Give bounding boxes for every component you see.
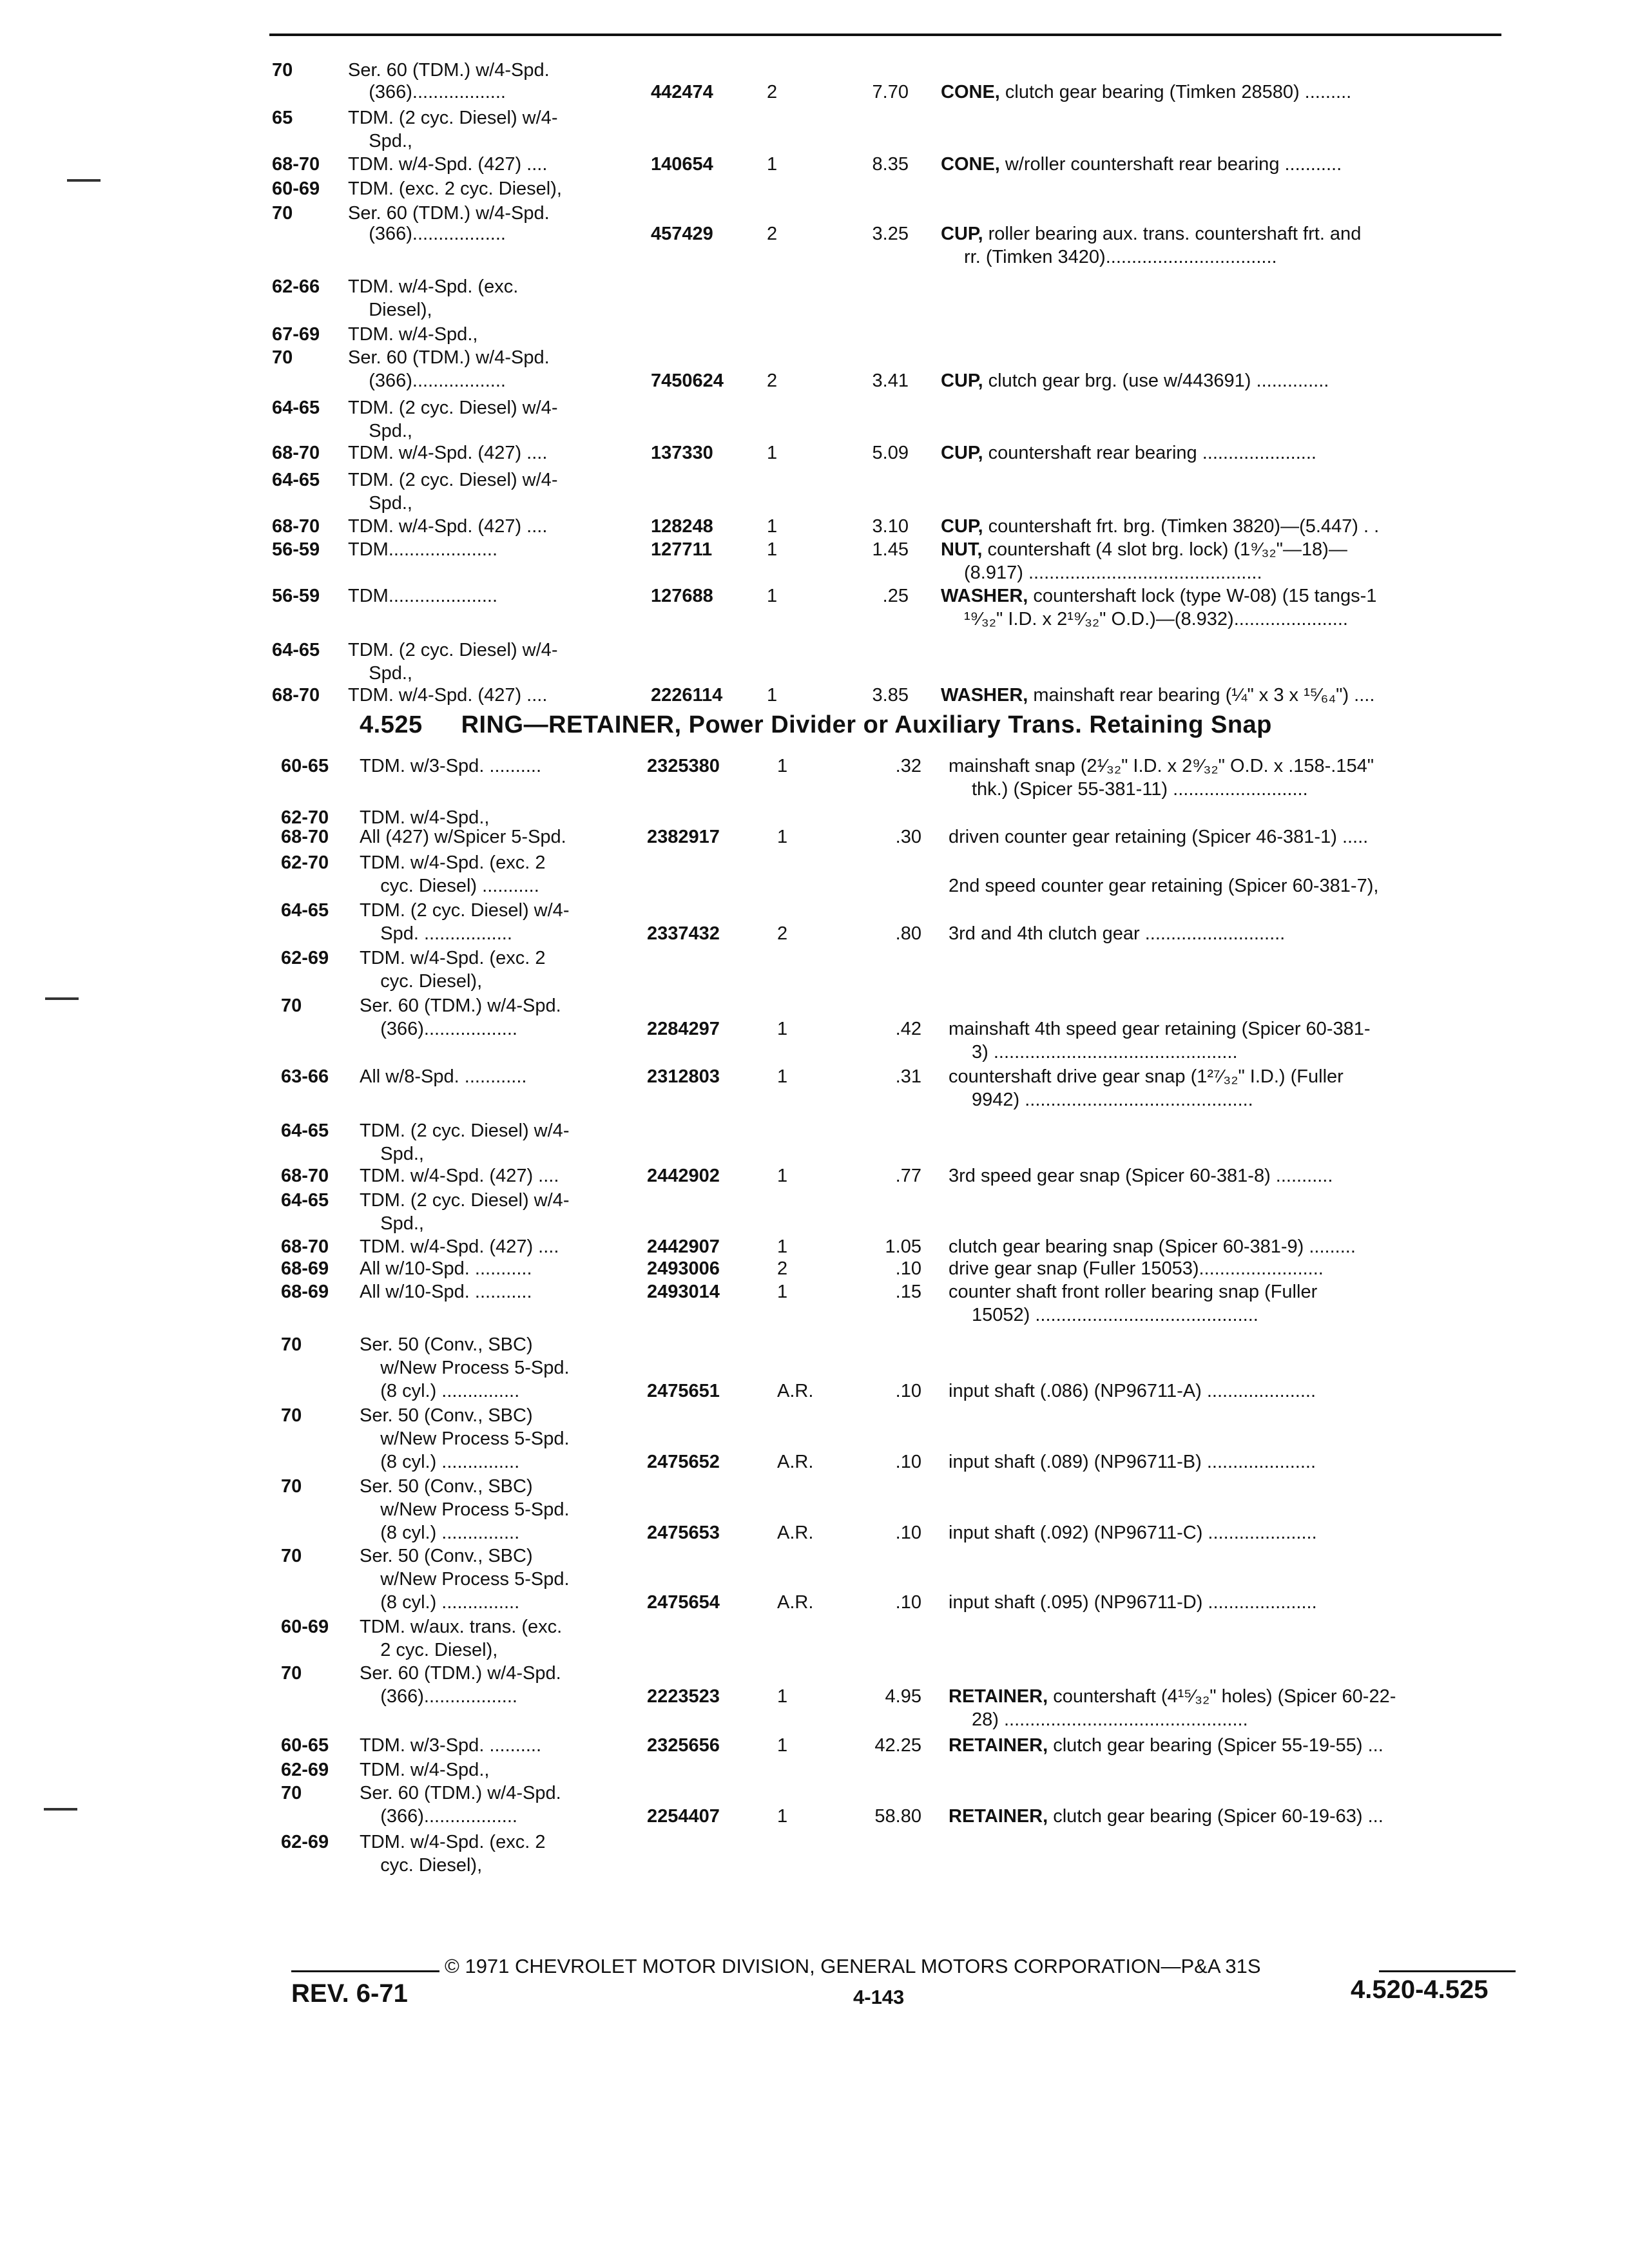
model-years: 64-65 bbox=[281, 1120, 329, 1141]
part-number: 2325380 bbox=[647, 756, 720, 776]
part-number: 127711 bbox=[651, 539, 713, 560]
part-description-text: w/roller countershaft rear bearing ........... bbox=[999, 154, 1342, 175]
part-description-text: countershaft (4 slot brg. lock) (1⁹⁄₃₂"—18)— bbox=[982, 539, 1347, 560]
application: (8 cyl.) ............... bbox=[360, 1452, 520, 1472]
application: TDM. (2 cyc. Diesel) w/4- bbox=[360, 1190, 570, 1211]
list-price: 1.45 bbox=[872, 539, 909, 560]
list-price: .10 bbox=[895, 1381, 921, 1401]
part-name: CONE, bbox=[941, 82, 1000, 102]
model-years: 70 bbox=[272, 60, 293, 81]
top-rule bbox=[269, 34, 1501, 36]
part-description bbox=[949, 1521, 1516, 1545]
application: (366).................. bbox=[360, 1686, 517, 1707]
list-price: .25 bbox=[882, 586, 909, 606]
footer-revision: REV. 6-71 bbox=[291, 1979, 408, 2008]
part-name: CONE, bbox=[941, 154, 1000, 175]
part-description-text: 3rd speed gear snap (Spicer 60-381-8) ........... bbox=[949, 1166, 1333, 1186]
model-years: 60-69 bbox=[281, 1617, 329, 1637]
part-description-continued: 28) ............................................... bbox=[972, 1709, 1248, 1730]
part-number: 2325656 bbox=[647, 1735, 720, 1756]
part-description-text: mainshaft rear bearing (¼" x 3 x ¹⁵⁄₆₄") .... bbox=[1028, 685, 1375, 706]
model-years: 64-65 bbox=[281, 1190, 329, 1211]
model-years: 60-65 bbox=[281, 756, 329, 776]
part-description bbox=[941, 537, 1508, 562]
part-description bbox=[949, 1017, 1516, 1041]
application: TDM. w/4-Spd. (427) .... bbox=[348, 154, 548, 175]
quantity: A.R. bbox=[777, 1381, 814, 1401]
margin-mark bbox=[45, 997, 79, 1000]
model-years: 68-70 bbox=[281, 1166, 329, 1186]
application: (8 cyl.) ............... bbox=[360, 1592, 520, 1613]
application: All w/10-Spd. ........... bbox=[360, 1258, 532, 1279]
application: (8 cyl.) ............... bbox=[360, 1381, 520, 1401]
model-years: 60-69 bbox=[272, 178, 320, 199]
model-years: 68-70 bbox=[272, 685, 320, 706]
model-years: 62-69 bbox=[281, 1832, 329, 1852]
quantity: 1 bbox=[777, 1166, 788, 1186]
application: TDM. w/4-Spd. (exc. bbox=[348, 276, 519, 297]
part-number: 2475653 bbox=[647, 1523, 720, 1543]
quantity: 1 bbox=[777, 827, 788, 847]
part-description bbox=[949, 921, 1516, 946]
model-years: 70 bbox=[281, 1476, 302, 1497]
part-number: 140654 bbox=[651, 154, 713, 175]
part-description bbox=[941, 222, 1508, 246]
application: TDM. w/4-Spd. (427) .... bbox=[348, 516, 548, 537]
model-years: 65 bbox=[272, 108, 293, 128]
quantity: 1 bbox=[777, 1735, 788, 1756]
part-description-continued: 3) ............................................... bbox=[972, 1042, 1238, 1062]
part-name: WASHER, bbox=[941, 586, 1028, 606]
application: (366).................. bbox=[348, 370, 506, 391]
part-number: 2442902 bbox=[647, 1166, 720, 1186]
part-number: 2223523 bbox=[647, 1686, 720, 1707]
margin-mark bbox=[67, 179, 101, 182]
list-price: .10 bbox=[895, 1452, 921, 1472]
part-description bbox=[949, 1590, 1516, 1615]
application: TDM. (2 cyc. Diesel) w/4- bbox=[348, 470, 558, 490]
application: Ser. 60 (TDM.) w/4-Spd. bbox=[360, 995, 561, 1016]
footer-rule-right bbox=[1379, 1970, 1516, 1972]
application: w/New Process 5-Spd. bbox=[360, 1358, 570, 1378]
footer-copyright: © 1971 CHEVROLET MOTOR DIVISION, GENERAL MOTORS CORPORATION—P&A 31S bbox=[445, 1955, 1261, 1977]
part-description-text: countershaft frt. brg. (Timken 3820)—(5.447) . . bbox=[983, 516, 1380, 537]
application: All w/10-Spd. ........... bbox=[360, 1282, 532, 1302]
part-number: 2226114 bbox=[651, 685, 723, 706]
part-number: 2284297 bbox=[647, 1019, 720, 1039]
application: Diesel), bbox=[348, 300, 432, 320]
application: w/New Process 5-Spd. bbox=[360, 1569, 570, 1590]
quantity: 1 bbox=[767, 443, 778, 463]
part-description bbox=[941, 514, 1508, 539]
application: Ser. 50 (Conv., SBC) bbox=[360, 1546, 533, 1566]
application: (366).................. bbox=[348, 82, 506, 102]
application: Spd., bbox=[360, 1213, 424, 1234]
part-number: 2493006 bbox=[647, 1258, 720, 1279]
part-description-text: countershaft lock (type W-08) (15 tangs-1 bbox=[1028, 586, 1377, 606]
quantity: 1 bbox=[777, 1019, 788, 1039]
part-description bbox=[941, 441, 1508, 465]
part-number: 2254407 bbox=[647, 1806, 720, 1827]
model-years: 64-65 bbox=[272, 640, 320, 660]
section-title: RING—RETAINER, Power Divider or Auxiliary Trans. Retaining Snap bbox=[461, 711, 1272, 738]
part-number: 2312803 bbox=[647, 1066, 720, 1087]
section-heading bbox=[360, 711, 1272, 739]
application: TDM. (exc. 2 cyc. Diesel), bbox=[348, 178, 562, 199]
list-price: 1.05 bbox=[885, 1236, 921, 1257]
part-number: 2475651 bbox=[647, 1381, 720, 1401]
part-description-text: clutch gear bearing (Spicer 55-19-55) ... bbox=[1048, 1735, 1383, 1756]
application: Ser. 50 (Conv., SBC) bbox=[360, 1334, 533, 1355]
application: TDM. (2 cyc. Diesel) w/4- bbox=[348, 398, 558, 418]
quantity: 1 bbox=[767, 154, 778, 175]
quantity: 2 bbox=[777, 923, 788, 944]
application: TDM. w/4-Spd., bbox=[360, 807, 490, 828]
model-years: 70 bbox=[272, 347, 293, 368]
part-number: 2475654 bbox=[647, 1592, 720, 1613]
model-years: 70 bbox=[281, 1783, 302, 1803]
part-description-text: clutch gear brg. (use w/443691) .............. bbox=[983, 370, 1329, 391]
quantity: A.R. bbox=[777, 1592, 814, 1613]
application: Spd., bbox=[348, 493, 412, 514]
model-years: 68-70 bbox=[281, 1236, 329, 1257]
list-price: 42.25 bbox=[874, 1735, 921, 1756]
quantity: 2 bbox=[767, 224, 778, 244]
application: Spd. ................. bbox=[360, 923, 512, 944]
application: (8 cyl.) ............... bbox=[360, 1523, 520, 1543]
part-description-text: roller bearing aux. trans. countershaft frt. and bbox=[983, 224, 1362, 244]
part-name: NUT, bbox=[941, 539, 983, 560]
part-description-text: counter shaft front roller bearing snap (Fuller bbox=[949, 1282, 1318, 1302]
part-name: RETAINER, bbox=[949, 1735, 1048, 1756]
list-price: .10 bbox=[895, 1592, 921, 1613]
part-name: CUP, bbox=[941, 516, 983, 537]
application: All w/8-Spd. ............ bbox=[360, 1066, 527, 1087]
section-number: 4.525 bbox=[360, 711, 423, 738]
model-years: 70 bbox=[281, 1546, 302, 1566]
part-number: 137330 bbox=[651, 443, 713, 463]
part-number: 2382917 bbox=[647, 827, 720, 847]
part-description-continued: rr. (Timken 3420)................................. bbox=[964, 247, 1277, 267]
model-years: 70 bbox=[272, 203, 293, 224]
part-description-text: 2nd speed counter gear retaining (Spicer 60-381-7), bbox=[949, 876, 1379, 896]
list-price: .77 bbox=[895, 1166, 921, 1186]
application: w/New Process 5-Spd. bbox=[360, 1499, 570, 1520]
model-years: 64-65 bbox=[272, 398, 320, 418]
part-description bbox=[949, 1164, 1516, 1188]
list-price: 3.10 bbox=[872, 516, 909, 537]
footer-section-range: 4.520-4.525 bbox=[1351, 1975, 1489, 2004]
model-years: 70 bbox=[281, 1663, 302, 1684]
application: 2 cyc. Diesel), bbox=[360, 1640, 498, 1660]
part-description bbox=[941, 152, 1508, 177]
part-description-text: input shaft (.089) (NP96711-B) ..................... bbox=[949, 1452, 1316, 1472]
part-description-text: countershaft rear bearing ...................... bbox=[983, 443, 1316, 463]
quantity: 1 bbox=[777, 1066, 788, 1087]
quantity: 1 bbox=[777, 1806, 788, 1827]
list-price: 8.35 bbox=[872, 154, 909, 175]
application: Spd., bbox=[348, 131, 412, 151]
part-description bbox=[941, 369, 1508, 393]
part-description bbox=[949, 1733, 1516, 1758]
model-years: 56-59 bbox=[272, 539, 320, 560]
quantity: 2 bbox=[767, 82, 778, 102]
model-years: 70 bbox=[281, 995, 302, 1016]
quantity: 2 bbox=[777, 1258, 788, 1279]
list-price: 5.09 bbox=[872, 443, 909, 463]
application: (366).................. bbox=[360, 1806, 517, 1827]
part-name: RETAINER, bbox=[949, 1806, 1048, 1827]
application: TDM. w/4-Spd. (427) .... bbox=[348, 443, 548, 463]
quantity: A.R. bbox=[777, 1523, 814, 1543]
part-number: 128248 bbox=[651, 516, 713, 537]
application: TDM. w/4-Spd. (exc. 2 bbox=[360, 852, 546, 873]
application: Ser. 50 (Conv., SBC) bbox=[360, 1476, 533, 1497]
part-description bbox=[949, 825, 1516, 849]
application: TDM..................... bbox=[348, 539, 498, 560]
part-description-text: input shaft (.086) (NP96711-A) ..................... bbox=[949, 1381, 1316, 1401]
list-price: .32 bbox=[895, 756, 921, 776]
quantity: 1 bbox=[777, 1686, 788, 1707]
model-years: 64-65 bbox=[281, 900, 329, 921]
part-description bbox=[949, 1450, 1516, 1474]
quantity: 1 bbox=[767, 516, 778, 537]
part-number: 127688 bbox=[651, 586, 713, 606]
part-description-continued: (8.917) ............................................. bbox=[964, 562, 1262, 583]
part-number: 7450624 bbox=[651, 370, 724, 391]
part-description-text: clutch gear bearing snap (Spicer 60-381-9) ......... bbox=[949, 1236, 1356, 1257]
part-description bbox=[949, 1379, 1516, 1403]
list-price: .15 bbox=[895, 1282, 921, 1302]
margin-mark bbox=[44, 1808, 77, 1811]
part-name: CUP, bbox=[941, 443, 983, 463]
model-years: 68-70 bbox=[272, 154, 320, 175]
application: TDM. (2 cyc. Diesel) w/4- bbox=[360, 900, 570, 921]
model-years: 62-69 bbox=[281, 948, 329, 968]
part-description bbox=[949, 1235, 1516, 1259]
model-years: 68-70 bbox=[281, 827, 329, 847]
list-price: .42 bbox=[895, 1019, 921, 1039]
part-description bbox=[949, 1064, 1516, 1089]
part-name: WASHER, bbox=[941, 685, 1028, 706]
part-name: CUP, bbox=[941, 370, 983, 391]
model-years: 64-65 bbox=[272, 470, 320, 490]
part-description bbox=[949, 1256, 1516, 1281]
model-years: 70 bbox=[281, 1334, 302, 1355]
model-years: 68-70 bbox=[272, 516, 320, 537]
application: TDM. w/4-Spd. (427) .... bbox=[360, 1236, 559, 1257]
part-description bbox=[949, 754, 1516, 778]
application: TDM. (2 cyc. Diesel) w/4- bbox=[360, 1120, 570, 1141]
part-description-text: drive gear snap (Fuller 15053)........................ bbox=[949, 1258, 1324, 1279]
list-price: 3.85 bbox=[872, 685, 909, 706]
part-description bbox=[941, 683, 1508, 707]
part-name: CUP, bbox=[941, 224, 983, 244]
model-years: 63-66 bbox=[281, 1066, 329, 1087]
quantity: 2 bbox=[767, 370, 778, 391]
quantity: 1 bbox=[767, 685, 778, 706]
application: Ser. 60 (TDM.) w/4-Spd. bbox=[348, 60, 550, 81]
application: w/New Process 5-Spd. bbox=[360, 1428, 570, 1449]
model-years: 68-69 bbox=[281, 1258, 329, 1279]
part-description bbox=[949, 1684, 1516, 1709]
model-years: 56-59 bbox=[272, 586, 320, 606]
application: TDM. w/4-Spd. (427) .... bbox=[360, 1166, 559, 1186]
model-years: 70 bbox=[281, 1405, 302, 1426]
application: cyc. Diesel), bbox=[360, 1855, 483, 1876]
part-description bbox=[949, 874, 1516, 898]
list-price: 3.25 bbox=[872, 224, 909, 244]
part-number: 2442907 bbox=[647, 1236, 720, 1257]
application: (366).................. bbox=[360, 1019, 517, 1039]
part-description-text: countershaft drive gear snap (1²⁷⁄₃₂" I.D.) (Fuller bbox=[949, 1066, 1344, 1087]
part-description-continued: 15052) ........................................... bbox=[972, 1305, 1258, 1325]
model-years: 68-70 bbox=[272, 443, 320, 463]
part-description-continued: ¹⁹⁄₃₂" I.D. x 2¹⁹⁄₃₂" O.D.)—(8.932)...................... bbox=[964, 609, 1348, 629]
quantity: 1 bbox=[767, 586, 778, 606]
application: Spd., bbox=[348, 663, 412, 684]
application: Ser. 60 (TDM.) w/4-Spd. bbox=[348, 203, 550, 224]
application: cyc. Diesel), bbox=[360, 971, 483, 992]
part-description-text: input shaft (.092) (NP96711-C) ..................... bbox=[949, 1523, 1317, 1543]
model-years: 62-70 bbox=[281, 807, 329, 828]
part-description-continued: thk.) (Spicer 55-381-11) .......................... bbox=[972, 779, 1308, 800]
part-number: 457429 bbox=[651, 224, 713, 244]
model-years: 62-70 bbox=[281, 852, 329, 873]
part-description-text: countershaft (4¹⁵⁄₃₂" holes) (Spicer 60-22- bbox=[1048, 1686, 1396, 1707]
part-description bbox=[949, 1804, 1516, 1829]
part-description bbox=[949, 1280, 1516, 1304]
application: Ser. 50 (Conv., SBC) bbox=[360, 1405, 533, 1426]
application: TDM. w/4-Spd., bbox=[360, 1760, 490, 1780]
part-number: 2475652 bbox=[647, 1452, 720, 1472]
list-price: 3.41 bbox=[872, 370, 909, 391]
application: TDM..................... bbox=[348, 586, 498, 606]
application: TDM. w/4-Spd., bbox=[348, 324, 478, 345]
application: Spd., bbox=[360, 1144, 424, 1164]
quantity: 1 bbox=[777, 1236, 788, 1257]
list-price: 4.95 bbox=[885, 1686, 921, 1707]
application: Spd., bbox=[348, 421, 412, 441]
list-price: .10 bbox=[895, 1523, 921, 1543]
list-price: .10 bbox=[895, 1258, 921, 1279]
application: TDM. w/3-Spd. .......... bbox=[360, 1735, 541, 1756]
quantity: 1 bbox=[767, 539, 778, 560]
part-number: 2337432 bbox=[647, 923, 720, 944]
footer-page-number: 4-143 bbox=[853, 1986, 905, 2008]
model-years: 68-69 bbox=[281, 1282, 329, 1302]
model-years: 67-69 bbox=[272, 324, 320, 345]
part-number: 2493014 bbox=[647, 1282, 720, 1302]
list-price: .80 bbox=[895, 923, 921, 944]
application: TDM. w/4-Spd. (427) .... bbox=[348, 685, 548, 706]
application: Ser. 60 (TDM.) w/4-Spd. bbox=[348, 347, 550, 368]
application: cyc. Diesel) ........... bbox=[360, 876, 539, 896]
model-years: 62-66 bbox=[272, 276, 320, 297]
list-price: 58.80 bbox=[874, 1806, 921, 1827]
part-name: RETAINER, bbox=[949, 1686, 1048, 1707]
part-description bbox=[941, 80, 1508, 104]
application: TDM. (2 cyc. Diesel) w/4- bbox=[348, 108, 558, 128]
application: Ser. 60 (TDM.) w/4-Spd. bbox=[360, 1663, 561, 1684]
application: (366).................. bbox=[348, 224, 506, 244]
part-description-text: clutch gear bearing (Timken 28580) ......... bbox=[999, 82, 1352, 102]
part-description bbox=[941, 584, 1508, 608]
application: All (427) w/Spicer 5-Spd. bbox=[360, 827, 566, 847]
application: TDM. (2 cyc. Diesel) w/4- bbox=[348, 640, 558, 660]
list-price: .31 bbox=[895, 1066, 921, 1087]
quantity: 1 bbox=[777, 756, 788, 776]
application: TDM. w/aux. trans. (exc. bbox=[360, 1617, 563, 1637]
part-description-text: driven counter gear retaining (Spicer 46-381-1) ..... bbox=[949, 827, 1369, 847]
quantity: 1 bbox=[777, 1282, 788, 1302]
application: TDM. w/4-Spd. (exc. 2 bbox=[360, 1832, 546, 1852]
application: TDM. w/4-Spd. (exc. 2 bbox=[360, 948, 546, 968]
part-description-text: mainshaft snap (2¹⁄₃₂" I.D. x 2⁹⁄₃₂" O.D. x .158-.154" bbox=[949, 756, 1374, 776]
application: TDM. w/3-Spd. .......... bbox=[360, 756, 541, 776]
application: Ser. 60 (TDM.) w/4-Spd. bbox=[360, 1783, 561, 1803]
part-description-text: clutch gear bearing (Spicer 60-19-63) ... bbox=[1048, 1806, 1383, 1827]
part-description-text: mainshaft 4th speed gear retaining (Spicer 60-381- bbox=[949, 1019, 1371, 1039]
footer-rule-left bbox=[291, 1970, 439, 1972]
part-description-text: input shaft (.095) (NP96711-D) ..................... bbox=[949, 1592, 1317, 1613]
part-description-text: 3rd and 4th clutch gear ........................... bbox=[949, 923, 1286, 944]
list-price: 7.70 bbox=[872, 82, 909, 102]
model-years: 62-69 bbox=[281, 1760, 329, 1780]
part-number: 442474 bbox=[651, 82, 713, 102]
quantity: A.R. bbox=[777, 1452, 814, 1472]
model-years: 60-65 bbox=[281, 1735, 329, 1756]
part-description-continued: 9942) ............................................ bbox=[972, 1090, 1253, 1110]
list-price: .30 bbox=[895, 827, 921, 847]
